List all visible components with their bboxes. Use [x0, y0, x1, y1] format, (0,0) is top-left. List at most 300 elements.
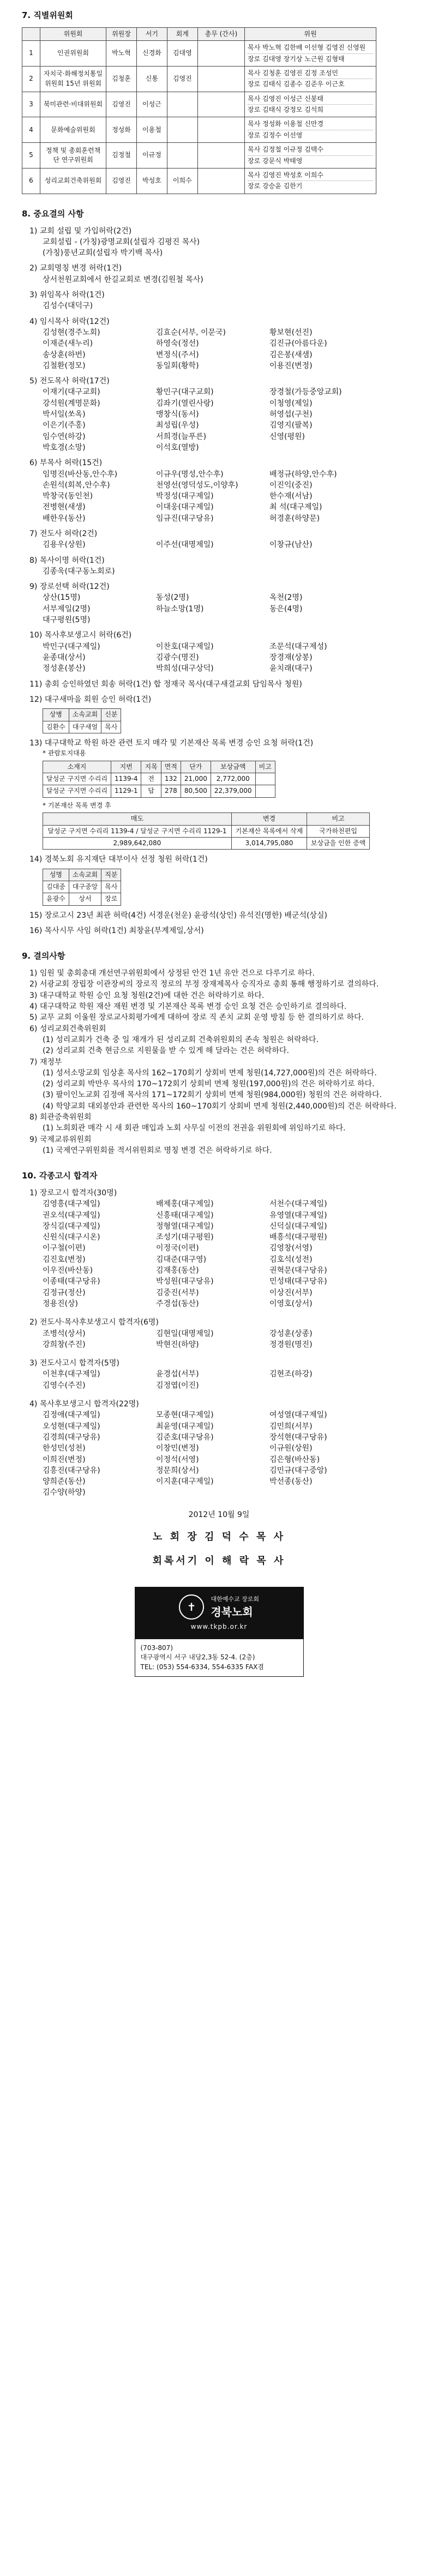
table-cell: 달성군 구지면 수리리	[43, 785, 111, 797]
name-entry: 이재준(새누리)	[43, 339, 93, 348]
table-cell: 대구중앙	[69, 881, 101, 893]
name-entry: 임명진(바산동,안수후)	[43, 470, 118, 479]
passer-name: 김영창(서영)	[269, 1244, 313, 1253]
committee-members	[245, 41, 376, 67]
table-row	[22, 168, 376, 194]
committee-table	[22, 27, 376, 194]
table-header: 변경	[231, 813, 307, 825]
passer-name: 오성현(대구제일)	[43, 1422, 100, 1431]
item-text: 15) 장로고시 23년 최관 허락(4건) 서경운(천운) 윤광석(상인) 유석진(명한) 배군석(상실)	[29, 911, 327, 920]
item-head: 5) 전도목사 허락(17건)	[29, 377, 110, 386]
name-entry: 신영(평원)	[269, 432, 305, 441]
passer-name: 이정국(이편)	[156, 1244, 199, 1253]
decision-sub: (2) 성리교회 박만우 목사의 170~172회기 상회비 면제 청원(197,000원)의 건은 허락하기로 하다.	[43, 1080, 375, 1089]
member-table	[43, 708, 121, 733]
name-entry: 김좌기(열린사랑)	[156, 399, 214, 408]
table-cell: 윤광수	[43, 893, 69, 905]
signature-clerk: 회록서기 이 해 락 목 사	[152, 1555, 286, 1567]
item-line: 교회설립 - (가칭)광명교회(설립자 김평진 목사)	[43, 237, 200, 246]
decision-sub: (3) 팔이인노교회 김정애 목사의 171~172회기 상회비 면제 청원(984,000원) 청원의 건은 허락하다.	[43, 1091, 382, 1100]
name-entry: 동성(2명)	[156, 593, 189, 603]
table-header: 비고	[255, 761, 275, 773]
table-cell: 132	[161, 773, 181, 785]
passer-name: 주경섭(동산)	[156, 1299, 199, 1308]
resolution-item-16	[29, 925, 416, 936]
table-cell: 국가하천편입	[307, 825, 370, 837]
resolution-item-5	[29, 376, 416, 453]
item-head: 3) 위임목사 허락(1건)	[29, 291, 105, 300]
name-entry: 김은봉(새샘)	[269, 350, 313, 359]
decision-sub: (1) 성리교회가 건축 중 일 재개가 된 성리교회 건축위원회의 존속 청원은 허락하다.	[43, 1035, 319, 1044]
name-grid	[43, 592, 416, 625]
name-entry: 이진익(중진)	[269, 480, 313, 490]
table-header: 직분	[101, 869, 121, 881]
committee-chair: 김영진	[106, 168, 137, 194]
row-number: 4	[22, 117, 40, 143]
name-entry: 김철환(정모)	[43, 361, 86, 370]
resolution-item-10	[29, 630, 416, 674]
passer-name: 신덕실(대구제일)	[269, 1221, 327, 1231]
table-row	[43, 773, 275, 785]
table-cell: 22,379,000	[211, 785, 255, 797]
committee-chair: 정성화	[106, 117, 137, 143]
passer-name: 김중진(서부)	[156, 1288, 199, 1297]
passer-name: 유영열(대구제일)	[269, 1211, 327, 1220]
table-row	[43, 785, 275, 797]
name-entry: 이창규(남산)	[269, 540, 313, 550]
asset-table	[43, 812, 370, 850]
table-cell: 1139-4	[111, 773, 141, 785]
name-entry: 정성훈(봉산)	[43, 664, 86, 673]
phone: TEL: (053) 554-6334, 554-6335 FAX겸	[140, 1663, 264, 1671]
table-row	[43, 881, 121, 893]
item-line: 김성수(대덕구)	[43, 302, 93, 311]
name-entry: 배한우(동산)	[43, 514, 86, 523]
row-number: 3	[22, 92, 40, 117]
passer-name: 배흥석(대구평원)	[269, 1233, 327, 1242]
decision-item: 4) 대구대학교 학원 재산 재원 변경 및 기본재산 목록 변경 승인 요청 건은 승인하기로 결의하다.	[29, 1002, 347, 1012]
table-cell: 1129-1	[111, 785, 141, 797]
member-line: 장로 강승윤 김한기	[248, 182, 303, 190]
table-header: 서기	[136, 27, 167, 40]
passer-name: 양희준(동산)	[43, 1477, 86, 1486]
committee-members	[245, 92, 376, 117]
decision-sub: (4) 학양교회 대외봉안과 관련한 목사의 160~170회기 상회비 면제 청원(2,440,000원)의 건은 허락하다.	[43, 1102, 397, 1111]
section-title: 7. 직별위원회	[22, 10, 73, 20]
resolution-item-2	[29, 263, 416, 285]
committee-manager	[197, 168, 244, 194]
passer-name: 김은형(바산동)	[269, 1455, 320, 1464]
committee-treasurer: 이희수	[167, 168, 197, 194]
passer-name: 김정규(정산)	[43, 1288, 86, 1297]
item-head: 10) 목사후보생고시 허락(6건)	[29, 631, 132, 640]
item-head: 12) 대구새마을 회원 승인 허락(1건)	[29, 695, 152, 704]
passer-name: 신원식(대구시온)	[43, 1233, 100, 1242]
row-number: 2	[22, 66, 40, 92]
name-entry: 이찬호(대구제일)	[156, 642, 214, 651]
exam-group-head: 4) 목사후보생고시 합격자(22명)	[29, 1400, 139, 1409]
exam-group	[29, 1358, 416, 1391]
item-head: 6) 부목사 허락(15건)	[29, 459, 103, 468]
committee-manager	[197, 66, 244, 92]
table-header: 면적	[161, 761, 181, 773]
section-title: 10. 각종고시 합격자	[22, 1171, 98, 1181]
row-number: 1	[22, 41, 40, 67]
name-entry: 김광수(명진)	[156, 653, 199, 662]
name-entry: 이주선(대명제일)	[156, 540, 214, 550]
table-cell: 21,000	[181, 773, 211, 785]
committee-secretary: 이규정	[136, 143, 167, 168]
section-title: 8. 중요결의 사항	[22, 208, 84, 219]
passer-name: 민성태(대구당유)	[269, 1277, 327, 1286]
table-header: 위원	[245, 27, 376, 40]
sub-label: * 기본재산 목록 변경 후	[43, 801, 111, 809]
passer-name: 이천후(대구제일)	[43, 1370, 100, 1379]
resolution-item-13	[29, 738, 416, 850]
passer-name: 강희창(주진)	[43, 1340, 86, 1349]
name-entry: 이규우(명성,안수후)	[156, 470, 224, 479]
table-header-row	[22, 27, 376, 40]
passer-name: 김현조(하강)	[269, 1370, 313, 1379]
name-entry: 이재기(대구교회)	[43, 388, 100, 397]
name-grid	[43, 539, 416, 550]
name-grid	[43, 1328, 416, 1351]
passer-name: 정경원(명진)	[269, 1340, 313, 1349]
passer-name: 김진호(변정)	[43, 1255, 86, 1264]
passer-name: 이상진(서부)	[269, 1288, 313, 1297]
committee-chair: 김영진	[106, 92, 137, 117]
passer-name: 이규원(상원)	[269, 1444, 313, 1453]
name-entry: 김진규(아름다운)	[269, 339, 327, 348]
name-entry: 강석원(계명문화)	[43, 399, 100, 408]
exam-group	[29, 1188, 416, 1309]
passer-name: 서천수(대구제일)	[269, 1200, 327, 1209]
name-entry: 박희성(대구상덕)	[156, 664, 214, 673]
committee-manager	[197, 143, 244, 168]
passer-name: 이지훈(대구제일)	[156, 1477, 214, 1486]
org-small: 대한예수교 장로회	[211, 1596, 259, 1603]
passer-name: 박선종(동산)	[269, 1477, 313, 1486]
table-header: 비고	[307, 813, 370, 825]
passer-name: 이구철(이편)	[43, 1244, 86, 1253]
name-entry: 윤종대(상서)	[43, 653, 86, 662]
name-entry: 허영섭(구천)	[269, 410, 313, 419]
committee-name: 인권위원회	[40, 41, 106, 67]
name-entry: 최 석(대구제일)	[269, 503, 322, 512]
name-entry: 이은기(주홍)	[43, 421, 86, 430]
table-row	[43, 893, 121, 905]
name-entry: 하영숙(정선)	[156, 339, 199, 348]
table-cell: 3,014,795,080	[231, 837, 307, 849]
table-cell	[255, 773, 275, 785]
table-cell: 목사	[101, 721, 121, 733]
table-cell: 대구새얼	[69, 721, 101, 733]
name-entry: 허경훈(하양문)	[269, 514, 320, 523]
name-entry: 황민구(대구교회)	[156, 388, 214, 397]
passer-name: 김경희(대구당유)	[43, 1433, 100, 1442]
table-cell: 기본재산 목록에서 삭제	[231, 825, 307, 837]
committee-manager	[197, 41, 244, 67]
table-cell: 장로	[101, 893, 121, 905]
exam-group	[29, 1399, 416, 1498]
passer-name: 이정석(서영)	[156, 1455, 199, 1464]
committee-secretary: 박성호	[136, 168, 167, 194]
table-header: 회계	[167, 27, 197, 40]
passer-name: 이영호(상서)	[269, 1299, 313, 1308]
passer-name: 조성기(대구평원)	[156, 1233, 214, 1242]
passer-name: 김재홍(동산)	[156, 1266, 199, 1275]
item-head: 8) 목사이명 허락(1건)	[29, 556, 105, 565]
section-exam-passers	[22, 1170, 416, 1568]
passer-name: 이우진(바산동)	[43, 1266, 93, 1275]
committee-treasurer	[167, 143, 197, 168]
passer-name: 장석현(대구당유)	[269, 1433, 327, 1442]
name-grid	[43, 1410, 416, 1498]
resolution-item-8	[29, 555, 416, 577]
decision-sub: (2) 성리교회 건축 현금으로 지원물을 받 수 있게 해 달라는 건은 허락하다.	[43, 1046, 289, 1056]
decision-item: 5) 교무 교회 이울원 장로교사회평가에게 대하여 장로 직 존치 교회 운영 방침 등 한 결의하기로 하다.	[29, 1013, 364, 1022]
passer-name: 정용진(상)	[43, 1299, 79, 1308]
decision-item: 7) 재정부	[29, 1057, 62, 1067]
table-header: 보상금액	[211, 761, 255, 773]
table-header: 지목	[141, 761, 161, 773]
name-entry: 김성현(경주노회)	[43, 328, 100, 337]
resolution-item-1	[29, 226, 416, 259]
passer-name: 권혁문(대구당유)	[269, 1266, 327, 1275]
name-grid	[43, 1369, 416, 1391]
name-entry: 최성립(우성)	[156, 421, 199, 430]
name-entry: 서부제일(2명)	[43, 604, 91, 613]
table-header-row	[43, 761, 275, 773]
table-cell: 278	[161, 785, 181, 797]
item-head: 1) 교회 설립 및 가입허락(2건)	[29, 226, 132, 236]
passer-name: 박현진(하양)	[156, 1340, 199, 1349]
committee-name: 북미관련·비대위원회	[40, 92, 106, 117]
member-line: 장로 김태식 김종수 김준우 이근호	[248, 80, 345, 88]
name-entry: 전병현(새생)	[43, 503, 86, 512]
name-entry: 황보현(선진)	[269, 328, 313, 337]
table-row	[22, 41, 376, 67]
table-header: 소속교회	[69, 869, 101, 881]
passer-name: 조병석(상서)	[43, 1329, 86, 1338]
name-entry: 배정규(하양,안수후)	[269, 470, 337, 479]
table-cell: 김환수	[43, 721, 69, 733]
member-line: 목사 박노혁 김한배 이선형 김영진 신영원	[248, 43, 373, 53]
table-header: 신분	[101, 709, 121, 721]
member-line: 장로 김정수 이선영	[248, 131, 303, 139]
passer-name: 신흥태(대구제일)	[156, 1211, 214, 1220]
resolution-item-3	[29, 290, 416, 312]
passer-name: 김현일(대명제일)	[156, 1329, 214, 1338]
table-cell: 전	[141, 773, 161, 785]
name-entry: 송상훈(하번)	[43, 350, 86, 359]
name-entry: 한수재(서남)	[269, 492, 313, 501]
document-date: 2012년 10월 9일	[188, 1510, 250, 1519]
name-entry: 상산(15명)	[43, 593, 81, 603]
committee-members	[245, 143, 376, 168]
item-text: 11) 총회 승인하였던 회송 허락(1건) 합 정재국 목사(대구새결교회 담임목사 청원)	[29, 679, 302, 689]
name-entry: 하늘소망(1명)	[156, 604, 204, 613]
name-entry: 대구평원(5명)	[43, 616, 91, 625]
table-header: 소속교회	[69, 709, 101, 721]
passer-name: 여성열(대구제일)	[269, 1411, 327, 1420]
sub-label: * 관람토지대용	[43, 749, 86, 757]
passer-name: 강성훈(상종)	[269, 1329, 313, 1338]
committee-treasurer	[167, 117, 197, 143]
name-entry: 옥천(2명)	[269, 593, 303, 603]
committee-members	[245, 66, 376, 92]
decision-item: 9) 국제교류위원회	[29, 1135, 92, 1144]
table-cell: 상서	[69, 893, 101, 905]
passer-name: 김수양(하양)	[43, 1488, 86, 1497]
passer-name: 김영수(주진)	[43, 1381, 86, 1390]
table-row	[22, 66, 376, 92]
table-cell: 김대중	[43, 881, 69, 893]
land-table	[43, 761, 275, 798]
name-entry: 박민구(대구제일)	[43, 642, 100, 651]
postal-code: (703-807)	[140, 1644, 173, 1652]
section-resolutions	[22, 208, 416, 937]
passer-name: 김민희(서부)	[269, 1422, 313, 1431]
website-link[interactable]: www.tkpb.or.kr	[190, 1623, 248, 1631]
row-number: 6	[22, 168, 40, 194]
row-number: 5	[22, 143, 40, 168]
passer-name: 김민규(대구중앙)	[269, 1466, 327, 1475]
signature-moderator: 노 회 장 김 덕 수 목 사	[153, 1531, 285, 1543]
passer-name: 김대준(대구영)	[156, 1255, 207, 1264]
footer-address-box	[135, 1639, 304, 1677]
name-entry: 이석호(열방)	[156, 443, 199, 452]
name-entry: 박창국(동인천)	[43, 492, 93, 501]
passer-name: 장식길(대구제일)	[43, 1221, 100, 1231]
exam-group-head: 2) 전도사·목사후보생고시 합격자(6명)	[29, 1318, 159, 1327]
section-committees	[22, 10, 416, 194]
resolution-item-6	[29, 458, 416, 524]
resolution-item-15	[29, 910, 416, 921]
name-grid	[43, 327, 416, 371]
table-cell: 보상금을 인한 증액	[307, 837, 370, 849]
passer-name: 이희진(변정)	[43, 1455, 86, 1464]
resolution-item-12	[29, 694, 416, 733]
passer-name: 박성원(대구당유)	[156, 1277, 214, 1286]
passer-name: 윤경섭(서부)	[156, 1370, 199, 1379]
resolution-item-11	[29, 679, 416, 690]
decision-item: 8) 회관증축위원회	[29, 1113, 92, 1122]
item-head: 9) 장로선택 허락(12건)	[29, 582, 110, 592]
org-name: 경북노회	[211, 1605, 253, 1619]
passer-name: 이종태(대구당유)	[43, 1277, 100, 1286]
name-entry: 박정성(대구제일)	[156, 492, 214, 501]
table-header: 지번	[111, 761, 141, 773]
committee-chair: 김청훈	[106, 66, 137, 92]
passer-name: 권오석(대구제일)	[43, 1211, 100, 1220]
item-head: 13) 대구대학교 학원 하잔 관련 토지 매각 및 기본재산 목록 변경 승인 요청 허락(1건)	[29, 738, 314, 748]
decision-item: 2) 서광교회 장립장 이관장씨의 장로직 정로의 부정 장재제목사 승직자로 총회 통해 행정하기로 결의하다.	[29, 980, 379, 989]
item-line: (가칭)풍년교회(설립자 박기백 목사)	[43, 249, 163, 258]
decision-item: 3) 대구대학교 학원 승인 요청 청원(2건)에 대한 건은 허락하기로 하다.	[29, 991, 265, 1000]
section-decisions	[22, 950, 416, 1156]
decision-item: 1) 임원 및 총회총대 개선연구위원회에서 상정된 안건 1년 유안 건으로 다루기로 하다.	[29, 969, 315, 978]
decision-sub: (1) 노회회관 매각 시 새 회관 매입과 노회 사무실 이전의 전권을 위원회에 위임하기로 하다.	[43, 1124, 346, 1133]
passer-name: 정형열(대구제일)	[156, 1221, 214, 1231]
table-row	[22, 92, 376, 117]
table-header: 총무 (간사)	[197, 27, 244, 40]
resolution-item-14	[29, 854, 416, 905]
committee-treasurer: 김영진	[167, 66, 197, 92]
table-header: 상병	[43, 709, 69, 721]
passer-name: 김준호(대구당유)	[156, 1433, 214, 1442]
name-grid	[43, 387, 416, 453]
table-row	[22, 117, 376, 143]
committee-members	[245, 168, 376, 194]
item-head: 4) 임시목사 허락(12건)	[29, 317, 110, 326]
name-entry: 조문석(대구제성)	[269, 642, 327, 651]
member-line: 장로 김태식 강정모 김석희	[248, 106, 323, 114]
committee-treasurer: 김대영	[167, 41, 197, 67]
table-row	[43, 825, 370, 837]
committee-name: 문화예술위원회	[40, 117, 106, 143]
name-entry: 이용진(변정)	[269, 361, 313, 370]
committee-secretary: 신경화	[136, 41, 167, 67]
name-entry: 박호경(소망)	[43, 443, 86, 452]
item-line: 상서천원교회에서 한길교회로 변경(김원철 목사)	[43, 275, 203, 284]
member-line: 목사 김영진 이성근 신봉태	[248, 94, 373, 105]
name-entry: 박서일(쏘옥)	[43, 410, 86, 419]
table-cell	[255, 785, 275, 797]
table-cell: 달성군 구지면 수리리	[43, 773, 111, 785]
committee-manager	[197, 117, 244, 143]
exam-group-head: 1) 장로고시 합격자(30명)	[29, 1188, 117, 1197]
exam-group	[29, 1317, 416, 1350]
table-row	[43, 721, 121, 733]
table-cell: 80,500	[181, 785, 211, 797]
name-entry: 김효순(서부, 이문국)	[156, 328, 226, 337]
name-entry: 김용우(상원)	[43, 540, 86, 550]
committee-secretary: 이용철	[136, 117, 167, 143]
member-line: 목사 김영진 박성호 이희수	[248, 170, 373, 181]
member-line: 목사 정성화 이용철 신만경	[248, 119, 373, 130]
passer-name: 최윤영(대구제일)	[156, 1422, 214, 1431]
table-header: 매도	[43, 813, 232, 825]
committee-chair: 김정철	[106, 143, 137, 168]
name-entry: 동일회(황학)	[156, 361, 199, 370]
passer-name: 정문희(상서)	[156, 1466, 199, 1475]
name-entry: 손원석(회복,안수후)	[43, 480, 110, 490]
name-entry: 임규진(대구당유)	[156, 514, 214, 523]
table-header: 단가	[181, 761, 211, 773]
passer-name: 모종현(대구제일)	[156, 1411, 214, 1420]
table-row	[22, 143, 376, 168]
table-header: 소재지	[43, 761, 111, 773]
committee-secretary: 신통	[136, 66, 167, 92]
exam-group-head: 3) 전도사고시 합격자(5명)	[29, 1359, 119, 1368]
name-entry: 장경재(상봉)	[269, 653, 313, 662]
passer-name: 김정엽(이진)	[156, 1381, 199, 1390]
committee-name: 자치국·화해정치통일위원회 15년 위원회	[40, 66, 106, 92]
member-line: 장로 강문식 박태영	[248, 157, 303, 165]
name-entry: 맹창식(동서)	[156, 410, 199, 419]
table-header: 성명	[43, 869, 69, 881]
committee-manager	[197, 92, 244, 117]
footer-banner	[135, 1587, 304, 1639]
name-entry: 천영선(영덕성도,이양후)	[156, 480, 238, 490]
name-entry: 변정식(주서)	[156, 350, 199, 359]
decision-list	[29, 968, 416, 1156]
cross-emblem-icon: ✝	[179, 1594, 204, 1620]
item-head: 14) 경북노회 유지재단 대부이사 선정 청원 허락(1건)	[29, 855, 208, 864]
name-entry: 임수연(하강)	[43, 432, 86, 441]
resolution-item-4	[29, 316, 416, 371]
